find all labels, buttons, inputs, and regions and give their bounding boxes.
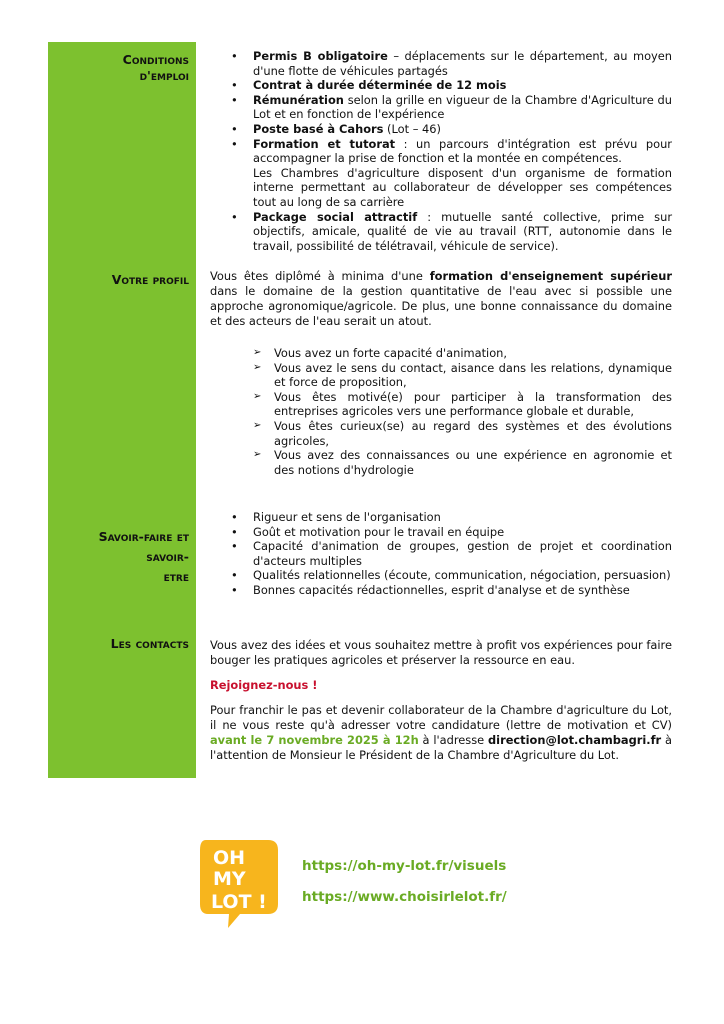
list-item: • Rémunération selon la grille en vigueur de la Chambre d'Agriculture du Lot et en fonction de l'expérience xyxy=(210,93,672,122)
contacts-label xyxy=(48,626,196,778)
list-item: • Bonnes capacités rédactionnelles, esprit d'analyse et de synthèse xyxy=(210,583,672,598)
contacts-intro: Vous avez des idées et vous souhaitez mettre à profit vos expériences pour faire bouger les pratiques agricoles et préserver la ressource en eau. xyxy=(210,638,672,667)
link-oh-my-lot[interactable]: https://oh-my-lot.fr/visuels xyxy=(302,858,507,874)
savoir-body xyxy=(210,510,672,598)
conditions-label xyxy=(48,42,196,262)
list-item: • Goût et motivation pour le travail en équipe xyxy=(210,525,672,540)
section-contacts xyxy=(48,626,672,778)
savoir-label-line2: savoir- xyxy=(146,549,189,564)
profil-label-text: Votre profil xyxy=(111,272,189,287)
list-item: ➢ Vous avez des connaissances ou une expérience en agronomie et des notions d'hydrologie xyxy=(210,448,672,477)
list-item: ➢ Vous avez un forte capacité d'animation, xyxy=(210,346,672,361)
list-item: • Permis B obligatoire – déplacements sur le département, au moyen d'une flotte de véhicules partagés xyxy=(210,49,672,78)
section-savoir xyxy=(48,500,672,626)
logo-text-lot: LOT ! xyxy=(211,891,267,913)
list-item: • Contrat à durée déterminée de 12 mois xyxy=(210,78,672,93)
section-profil xyxy=(48,262,672,500)
list-item: ➢ Vous êtes curieux(se) au regard des systèmes et des évolutions agricoles, xyxy=(210,419,672,448)
contacts-body xyxy=(210,638,672,763)
profil-body xyxy=(210,269,672,477)
email-link[interactable]: direction@lot.chambagri.fr xyxy=(488,733,662,747)
profil-list xyxy=(210,346,672,477)
list-item: ➢ Vous avez le sens du contact, aisance dans les relations, dynamique et force de proposition, xyxy=(210,361,672,390)
savoir-label-line3: etre xyxy=(163,569,189,584)
list-item: • Qualités relationnelles (écoute, communication, négociation, persuasion) xyxy=(210,568,672,583)
list-item: • Capacité d'animation de groupes, gestion de projet et coordination d'acteurs multiples xyxy=(210,539,672,568)
contacts-label-text: Les contacts xyxy=(110,636,189,651)
list-item: • Poste basé à Cahors (Lot – 46) xyxy=(210,122,672,137)
oh-my-lot-logo xyxy=(198,836,280,932)
logo-text-my: MY xyxy=(213,868,246,890)
join-us: Rejoignez-nous ! xyxy=(210,678,318,692)
conditions-label-line2: d'emploi xyxy=(139,68,189,83)
contacts-application: Pour franchir le pas et devenir collaborateur de la Chambre d'agriculture du Lot, il ne vous reste qu'à adresser votre candidature (lettre de motivation et CV) avant le 7 novembre 2025 à 12h à l'adresse direction@lot.chambagri.fr à l'attention de Monsieur le Président de la Chambre d'Agriculture du Lot. xyxy=(210,703,672,762)
conditions-list xyxy=(210,49,672,253)
list-item: • Formation et tutorat : un parcours d'intégration est prévu pour accompagner la prise de fonction et la montée en compétences. Les Chambres d'agriculture disposent d'un organisme de formation interne permettant au collaborateur de développer ses compétences tout au long de sa carrière xyxy=(210,137,672,210)
conditions-label-line1: Conditions xyxy=(122,52,189,67)
savoir-label-line1: Savoir-faire et xyxy=(98,529,189,544)
conditions-body xyxy=(210,49,672,253)
logo-text-oh: OH xyxy=(213,847,246,869)
list-item: • Package social attractif : mutuelle santé collective, prime sur objectifs, amicale, qualité de vie au travail (RTT, autonomie dans le travail, possibilité de télétravail, véhicule de service). xyxy=(210,210,672,254)
section-conditions xyxy=(48,42,672,262)
profil-label xyxy=(48,262,196,500)
link-choisir-le-lot[interactable]: https://www.choisirlelot.fr/ xyxy=(302,889,507,905)
savoir-label xyxy=(48,500,196,626)
list-item: ➢ Vous êtes motivé(e) pour participer à la transformation des entreprises agricoles vers une performance globale et durable, xyxy=(210,390,672,419)
list-item: • Rigueur et sens de l'organisation xyxy=(210,510,672,525)
profil-intro: Vous êtes diplômé à minima d'une formation d'enseignement supérieur dans le domaine de la gestion quantitative de l'eau avec si possible une approche agronomique/agricole. De plus, une bonne connaissance du domaine et des acteurs de l'eau serait un atout. xyxy=(210,269,672,328)
savoir-list xyxy=(210,510,672,598)
